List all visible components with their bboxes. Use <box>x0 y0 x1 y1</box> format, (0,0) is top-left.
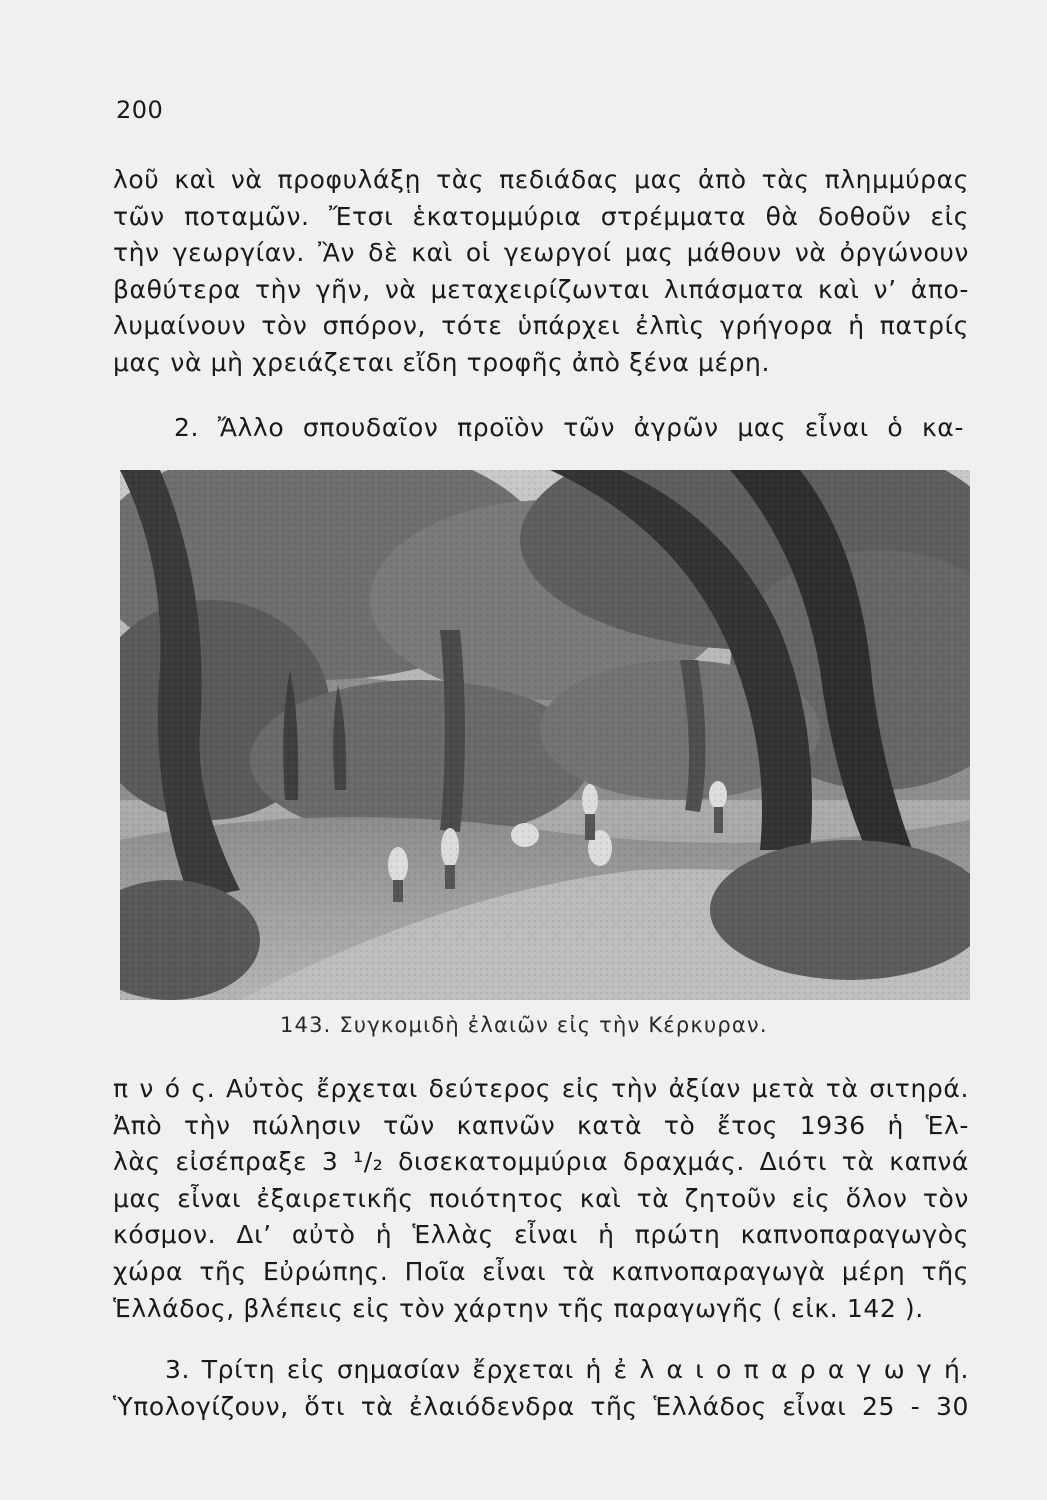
text-line: χώρα τῆς Εὐρώπης. Ποῖα εἶναι τὰ καπνοπαραγωγὰ μέρη τῆς <box>113 1256 969 1286</box>
olive-harvest-photo <box>120 470 970 1000</box>
text-line: μας νὰ μὴ χρειάζεται εἴδη τροφῆς ἀπὸ ξένα μέρη. <box>113 347 771 377</box>
text-line: Ὑπολογίζουν, ὅτι τὰ ἐλαιόδενδρα τῆς Ἑλλάδος εἶναι 25 - 30 <box>113 1391 969 1421</box>
paragraph-olive-oil <box>113 1352 969 1425</box>
text-line: τὴν γεωργίαν. Ἂν δὲ καὶ οἱ γεωργοί μας μάθουν νὰ ὀργώνουν <box>113 238 969 268</box>
figure-caption: 143. Συγκομιδὴ ἐλαιῶν εἰς τὴν Κέρκυραν. <box>280 1013 768 1037</box>
paragraph-drainage <box>113 162 969 382</box>
text-line: π ν ό ς. Αὐτὸς ἔρχεται δεύτερος εἰς τὴν ἀξίαν μετὰ τὰ σιτηρά. <box>113 1074 969 1103</box>
text-line: μας εἶναι ἐξαιρετικῆς ποιότητος καὶ τὰ ζητοῦν εἰς ὅλον τὸν <box>113 1183 969 1213</box>
text-line: λὰς εἰσέπραξε 3 ¹/₂ δισεκατομμύρια δραχμάς. Διότι τὰ καπνά <box>113 1147 969 1177</box>
text-line: βαθύτερα τὴν γῆν, νὰ μεταχειρίζωνται λιπάσματα καὶ ν’ ἀπο- <box>113 274 969 304</box>
text-line: κόσμον. Δι’ αὐτὸ ἡ Ἑλλὰς εἶναι ἡ πρώτη καπνοπαραγωγὸς <box>113 1220 969 1250</box>
text-line: τῶν ποταμῶν. Ἔτσι ἑκατομμύρια στρέμματα θὰ δοθοῦν εἰς <box>113 201 969 231</box>
paragraph-tobacco-intro <box>174 410 964 447</box>
text-line: Ἑλλάδος, βλέπεις εἰς τὸν χάρτην τῆς παραγωγῆς ( εἰκ. 142 ). <box>113 1293 924 1323</box>
paragraph-tobacco <box>113 1071 969 1327</box>
text-line: 2. Ἄλλο σπουδαῖον προϊὸν τῶν ἀγρῶν μας εἶναι ὁ κα- <box>174 413 964 442</box>
page-number: 200 <box>116 96 164 124</box>
text-line: λυμαίνουν τὸν σπόρον, τότε ὑπάρχει ἐλπὶς γρήγορα ἡ πατρίς <box>113 311 969 341</box>
text-line: Ἀπὸ τὴν πώλησιν τῶν καπνῶν κατὰ τὸ ἔτος 1936 ἡ Ἑλ- <box>113 1110 969 1140</box>
text-line: 3. Τρίτη εἰς σημασίαν ἔρχεται ἡ ἐ λ α ι ο π α ρ α γ ω γ ή. <box>165 1355 969 1384</box>
text-line: λοῦ καὶ νὰ προφυλάξῃ τὰς πεδιάδας μας ἀπὸ τὰς πλημμύρας <box>113 165 969 194</box>
